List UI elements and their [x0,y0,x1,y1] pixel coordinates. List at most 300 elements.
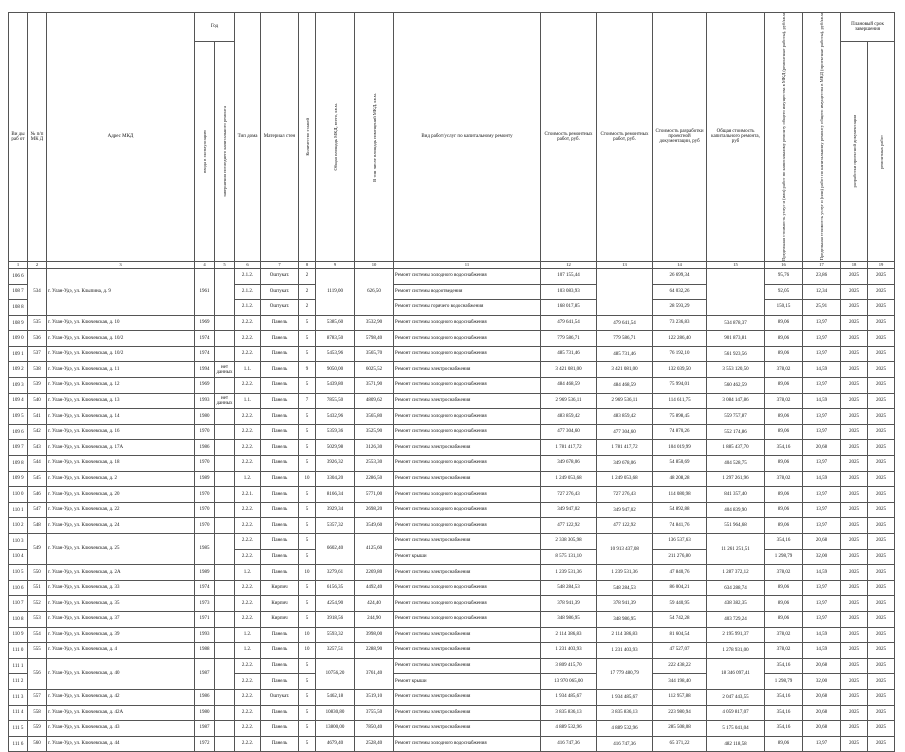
house-number-cell: 555 [28,643,47,659]
cost-design-cell: 28 593,29 [653,300,707,316]
table-row [9,440,895,456]
floors-cell: 5 [299,549,316,565]
cost-repair-cell: 3 421 081,00 [541,362,597,378]
planned-design-cell: 2025 [841,362,868,378]
work-type-cell: Ремонт крыши [394,674,541,690]
limit-repair-cell: 89,06 [765,424,803,440]
work-type-cell: Ремонт системы электроснабжения [394,705,541,721]
vid-cell: 109 2 [9,362,28,378]
total-area-cell: 5029,98 [316,440,355,456]
floors-cell: 5 [299,440,316,456]
floors-cell: 5 [299,487,316,503]
year-commission-cell: 1985 [195,534,215,565]
planned-repair-cell: 2025 [868,643,895,659]
year-commission-cell: 1986 [195,689,215,705]
year-commission-cell: 1974 [195,580,215,596]
floors-cell: 5 [299,518,316,534]
living-area-label: В том числе площадь помещений МКД, кв.м. [371,92,377,182]
cost-repair-cell: 13 970 065,00 [541,674,597,690]
house-type-cell: 2.2.2. [235,611,261,627]
limit-repair-cell: 89,06 [765,409,803,425]
cost-repair-sum-cell: 727 276,43 [597,487,653,503]
year-commission-cell: 1987 [195,658,215,689]
house-number-cell: 557 [28,689,47,705]
wall-material-cell: Панель [261,440,299,456]
cost-repair-sum-cell: 349 678,06 [597,456,653,472]
limit-repair-cell: 89,06 [765,580,803,596]
planned-design-cell: 2025 [841,471,868,487]
cost-repair-sum-cell: 1 239 531,36 [597,565,653,581]
house-number-cell: 551 [28,580,47,596]
table-row [9,378,895,394]
address-cell: г. Улан-Удэ, ул. Ключевская, д. 10/2 [47,331,195,347]
house-number-cell: 542 [28,424,47,440]
house-number-cell: 545 [28,471,47,487]
address-cell: г. Улан-Удэ, ул. Ключевская, д. 4 [47,643,195,659]
year-last-repair-cell [215,721,235,737]
floors-cell: 9 [299,362,316,378]
limit-repair-cell: 378,02 [765,565,803,581]
house-type-cell: 2.2.2. [235,736,261,752]
limit-design-cell: 13,97 [803,346,841,362]
house-type-cell: 2.2.2. [235,580,261,596]
address-cell: г. Улан-Удэ, ул. Ключевская, д. 22 [47,502,195,518]
limit-repair-cell: 1 298,79 [765,674,803,690]
cost-repair-cell: 3 835 836,13 [541,705,597,721]
vid-cell: 111 2 [9,674,28,690]
cost-design-cell: 86 004,21 [653,580,707,596]
year-last-repair-cell: нет данных [215,393,235,409]
vid-cell: 109 7 [9,440,28,456]
floors-cell: 5 [299,346,316,362]
planned-repair-cell: 2025 [868,596,895,612]
planned-repair-cell: 2025 [868,549,895,565]
total-area-cell: 4254,90 [316,596,355,612]
vid-cell: 106 6 [9,268,28,284]
table-row [9,658,895,674]
limit-repair-cell: 89,06 [765,331,803,347]
limit-design-cell: 13,97 [803,487,841,503]
total-area-cell: 5453,96 [316,346,355,362]
total-area-cell: 3279,61 [316,565,355,581]
col-planned-header: Плановый срок завершения [841,13,895,42]
work-type-cell: Ремонт системы холодного водоснабжения [394,487,541,503]
table-row [9,721,895,737]
document-sheet [8,12,894,752]
col-limit-repair-header [765,13,803,262]
house-type-cell: 2.2.2. [235,346,261,362]
planned-design-cell: 2025 [841,721,868,737]
table-row [9,534,895,550]
floors-cell: 10 [299,643,316,659]
vid-cell: 111 3 [9,689,28,705]
vid-cell: 109 8 [9,456,28,472]
cost-design-cell: 65 371,22 [653,736,707,752]
living-area-cell: 2698,20 [355,502,394,518]
vid-cell: 110 2 [9,518,28,534]
cost-repair-sum-cell: 483 859,42 [597,409,653,425]
address-cell: г. Улан-Удэ, ул. Ключевская, д. 14 [47,409,195,425]
column-number-cell: 4 [195,261,215,268]
planned-repair-cell: 2025 [868,440,895,456]
cost-design-cell: 54 742,28 [653,611,707,627]
planned-design-cell: 2025 [841,549,868,565]
year-last-repair-cell [215,456,235,472]
limit-design-cell: 13,97 [803,518,841,534]
cost-design-cell: 47 527,07 [653,643,707,659]
cost-total-cell: 1 885 437,70 [707,440,765,456]
cost-repair-cell: 1 781 417,72 [541,440,597,456]
address-cell: г. Улан-Удэ, ул. Ключевская, д. 25 [47,534,195,565]
wall-material-cell: Панель [261,456,299,472]
year-commission-cell: 1973 [195,596,215,612]
cost-total-cell: 1 287 372,12 [707,565,765,581]
cost-repair-sum-cell: 1 249 053,68 [597,471,653,487]
year-commission-cell: 1989 [195,565,215,581]
planned-repair-cell: 2025 [868,565,895,581]
cost-repair-sum-cell: 484 468,59 [597,378,653,394]
cost-design-cell: 75 898,45 [653,409,707,425]
vid-cell: 110 7 [9,596,28,612]
living-area-cell: 3532,90 [355,315,394,331]
vid-cell: 109 6 [9,424,28,440]
total-area-cell: 8166,34 [316,487,355,503]
col-living-area-header [355,13,394,262]
vid-cell: 110 3 [9,534,28,550]
year-commission-cell: 1974 [195,346,215,362]
cost-total-cell: 438 382,35 [707,596,765,612]
table-row [9,736,895,752]
planned-design-cell: 2025 [841,409,868,425]
living-area-cell: 3525,90 [355,424,394,440]
planned-design-cell: 2025 [841,346,868,362]
wall-material-cell: Панель [261,736,299,752]
col-cost-total-header: Общая стоимость капитального ремонта, руб [707,13,765,262]
cost-design-cell: 47 840,76 [653,565,707,581]
work-type-cell: Ремонт системы электроснабжения [394,565,541,581]
col-num-header: № п/п МК Д [28,13,47,262]
year-commission-cell: 1987 [195,721,215,737]
cost-design-cell: 104 019,99 [653,440,707,456]
planned-repair-cell: 2025 [868,705,895,721]
cost-total-cell: 559 757,87 [707,409,765,425]
planned-design-cell: 2025 [841,736,868,752]
limit-repair-cell: 378,02 [765,627,803,643]
work-type-cell: Ремонт системы холодного водоснабжения [394,268,541,284]
cost-repair-sum-cell: 17 779 480,79 [597,658,653,689]
planned-design-cell: 2025 [841,502,868,518]
table-row [9,611,895,627]
total-area-cell: 1119,00 [316,268,355,315]
table-row [9,424,895,440]
col-cost-repair2-header: Стоимость ремонтных работ, руб. [597,13,653,262]
total-area-cell: 5357,32 [316,518,355,534]
table-row [9,268,895,284]
planned-design-cell: 2025 [841,284,868,300]
year-commission-cell: 1961 [195,268,215,315]
cost-design-cell: 112 957,88 [653,689,707,705]
cost-total-cell: 634 288,74 [707,580,765,596]
cost-design-cell: 48 208,28 [653,471,707,487]
column-number-cell: 6 [235,261,261,268]
col-year-header: Год [195,13,235,42]
house-type-cell: 2.2.2. [235,440,261,456]
house-type-cell: 2.2.2. [235,409,261,425]
cost-repair-sum-cell: 349 947,02 [597,502,653,518]
cost-repair-sum-cell: 3 835 836,13 [597,705,653,721]
address-cell: г. Улан-Удэ, ул. Ключевская, д. 24 [47,518,195,534]
limit-repair-cell: 354,16 [765,658,803,674]
address-cell: г. Улан-Удэ, ул. Ключевская, д. 11 [47,362,195,378]
limit-repair-cell: 354,16 [765,721,803,737]
limit-design-cell: 14,59 [803,565,841,581]
year-last-repair-cell [215,409,235,425]
wall-material-cell: Кирпич [261,596,299,612]
cost-design-cell: 222 438,22 [653,658,707,674]
limit-design-cell: 13,97 [803,456,841,472]
column-number-cell: 11 [394,261,541,268]
living-area-cell: 2553,30 [355,456,394,472]
cost-total-cell: 901 873,81 [707,331,765,347]
planned-design-cell: 2025 [841,596,868,612]
floors-cell: 5 [299,502,316,518]
column-number-cell: 9 [316,261,355,268]
cost-repair-sum-cell: 348 986,95 [597,611,653,627]
living-area-cell: 3761,40 [355,658,394,689]
cost-total-cell: 4 059 817,07 [707,705,765,721]
total-area-cell: 3926,32 [316,456,355,472]
limit-design-label: Предельная стоимость услуг и (или) работ по капитальному ремонту общего имущества в МКД (проектные работы), руб/кв.м [819,13,825,261]
limit-design-cell: 20,68 [803,689,841,705]
year-commission-label: ввода в эксплуатацию [202,130,207,173]
limit-repair-cell: 92,05 [765,284,803,300]
wall-material-cell: Панель [261,565,299,581]
address-cell: г. Улан-Удэ, ул. Ключевская, д. 18 [47,456,195,472]
cost-repair-sum-cell: 479 641,54 [597,315,653,331]
living-area-cell: 4492,40 [355,580,394,596]
cost-repair-cell: 2 969 536,11 [541,393,597,409]
floors-cell: 5 [299,658,316,674]
vid-cell: 109 9 [9,471,28,487]
year-last-repair-cell [215,331,235,347]
cost-design-cell: 74 870,26 [653,424,707,440]
cost-repair-sum-cell: 2 114 386,83 [597,627,653,643]
vid-cell: 109 0 [9,331,28,347]
cost-total-cell: 560 462,59 [707,378,765,394]
cost-repair-cell: 1 249 053,68 [541,471,597,487]
column-number-cell: 14 [653,261,707,268]
planned-design-cell: 2025 [841,331,868,347]
living-area-cell: 244,90 [355,611,394,627]
column-number-cell: 13 [597,261,653,268]
address-cell: г. Улан-Удэ, ул. Ключевская, д. 35 [47,596,195,612]
column-number-cell: 17 [803,261,841,268]
cost-repair-cell: 477 304,60 [541,424,597,440]
house-number-cell: 541 [28,409,47,425]
table-row [9,643,895,659]
column-number-cell: 10 [355,261,394,268]
col-limit-design-header [803,13,841,262]
limit-repair-cell: 150,15 [765,300,803,316]
total-area-cell: 5439,80 [316,378,355,394]
house-type-cell: 1.2. [235,471,261,487]
cost-design-cell: 114 611,75 [653,393,707,409]
year-commission-cell: 1974 [195,331,215,347]
planned-design-cell: 2025 [841,487,868,503]
cost-design-cell: 136 537,63 [653,534,707,550]
floors-cell: 5 [299,315,316,331]
cost-design-cell: 344 198,40 [653,674,707,690]
cost-total-cell: 404 839,90 [707,502,765,518]
work-type-cell: Ремонт системы электроснабжения [394,534,541,550]
floors-cell: 5 [299,331,316,347]
planned-design-cell: 2025 [841,518,868,534]
col-house-type-header: Тип дома [235,13,261,262]
wall-material-cell: Оштукат. [261,300,299,316]
year-commission-cell: 1969 [195,315,215,331]
planned-repair-cell: 2025 [868,627,895,643]
cost-repair-sum-cell: 1 231 403,93 [597,643,653,659]
house-type-cell: 1.2. [235,565,261,581]
limit-repair-cell: 378,02 [765,393,803,409]
cost-repair-sum-cell: 4 889 532,96 [597,721,653,737]
limit-design-cell: 14,59 [803,643,841,659]
cost-repair-sum-cell: 477 304,60 [597,424,653,440]
planned-repair-cell: 2025 [868,300,895,316]
address-cell: г. Улан-Удэ, ул. Ключевская, д. 17А [47,440,195,456]
house-number-cell: 548 [28,518,47,534]
living-area-cell: 3549,60 [355,518,394,534]
address-cell: г. Улан-Удэ, ул. Ключевская, д. 37 [47,611,195,627]
wall-material-cell: Панель [261,534,299,550]
house-number-cell: 549 [28,534,47,565]
work-type-cell: Ремонт системы электроснабжения [394,393,541,409]
cost-repair-cell: 779 586,71 [541,331,597,347]
house-type-cell: 2.2.2. [235,658,261,674]
col-year-last-repair-header [215,42,235,262]
planned-design-cell: 2025 [841,674,868,690]
wall-material-cell: Кирпич [261,611,299,627]
cost-repair-cell: 107 155,44 [541,268,597,284]
house-number-cell: 534 [28,268,47,315]
total-area-cell: 10756,20 [316,658,355,689]
house-number-cell: 552 [28,596,47,612]
cost-total-cell: 11 261 251,51 [707,534,765,565]
cost-repair-cell: 548 284,53 [541,580,597,596]
floors-cell: 5 [299,674,316,690]
work-type-cell: Ремонт системы холодного водоснабжения [394,456,541,472]
planned-design-cell: 2025 [841,268,868,284]
year-last-repair-cell [215,611,235,627]
wall-material-cell: Панель [261,518,299,534]
cost-repair-cell: 483 859,42 [541,409,597,425]
floors-cell: 5 [299,409,316,425]
work-type-cell: Ремонт системы электроснабжения [394,721,541,737]
planned-design-cell: 2025 [841,658,868,674]
column-number-cell: 12 [541,261,597,268]
limit-repair-cell: 354,16 [765,705,803,721]
planned-design-cell: 2025 [841,300,868,316]
column-number-cell: 15 [707,261,765,268]
cost-total-cell: 403 729,24 [707,611,765,627]
cost-total-cell: 18 346 097,41 [707,658,765,689]
living-area-cell: 3571,90 [355,378,394,394]
year-last-repair-cell [215,378,235,394]
cost-repair-cell: 3 809 415,70 [541,658,597,674]
cost-design-cell: 114 080,98 [653,487,707,503]
col-work-type-header: Вид работ/услуг по капитальному ремонту [394,13,541,262]
house-number-cell: 556 [28,658,47,689]
column-number-cell: 16 [765,261,803,268]
house-number-cell: 543 [28,440,47,456]
cost-repair-sum-cell: 477 122,92 [597,518,653,534]
planned-design-cell: 2025 [841,705,868,721]
limit-repair-cell: 89,06 [765,487,803,503]
table-row [9,627,895,643]
year-last-repair-cell [215,705,235,721]
table-row [9,689,895,705]
vid-cell: 110 1 [9,502,28,518]
living-area-cell: 2528,40 [355,736,394,752]
limit-design-cell: 32,00 [803,549,841,565]
column-number-cell: 19 [868,261,895,268]
planned-repair-cell: 2025 [868,378,895,394]
table-row [9,393,895,409]
total-area-cell: 5385,60 [316,315,355,331]
limit-design-cell: 14,59 [803,627,841,643]
total-area-cell: 7855,50 [316,393,355,409]
house-type-cell: 1.1. [235,362,261,378]
table-row [9,346,895,362]
column-number-cell: 2 [28,261,47,268]
cost-repair-cell: 1 934 485,67 [541,689,597,705]
cost-design-cell: 122 286,40 [653,331,707,347]
limit-design-cell: 12,34 [803,284,841,300]
limit-repair-cell: 354,16 [765,440,803,456]
wall-material-cell: Панель [261,643,299,659]
year-last-repair-label: завершения последнего капитального ремонта [222,106,227,198]
cost-total-cell: 1 278 931,00 [707,643,765,659]
planned-design-cell: 2025 [841,627,868,643]
floors-cell: 5 [299,424,316,440]
work-type-cell: Ремонт системы холодного водоснабжения [394,518,541,534]
cost-repair-sum-cell: 779 586,71 [597,331,653,347]
planned-repair-cell: 2025 [868,611,895,627]
work-type-cell: Ремонт системы горячего водоснабжения [394,300,541,316]
work-type-cell: Ремонт системы электроснабжения [394,440,541,456]
house-type-cell: 2.2.2. [235,689,261,705]
year-commission-cell: 1970 [195,424,215,440]
address-cell: г. Улан-Удэ, ул. Ключевская, д. 40 [47,658,195,689]
cost-repair-cell: 484 468,59 [541,378,597,394]
vid-cell: 111 6 [9,736,28,752]
year-last-repair-cell [215,534,235,565]
wall-material-cell: Панель [261,471,299,487]
limit-repair-cell: 89,06 [765,736,803,752]
house-type-cell: 1.1. [235,393,261,409]
floors-cell: 2 [299,300,316,316]
cost-repair-cell: 378 941,39 [541,596,597,612]
limit-design-cell: 13,97 [803,611,841,627]
total-area-cell: 3257,51 [316,643,355,659]
column-number-cell: 8 [299,261,316,268]
cost-repair-cell: 349 678,06 [541,456,597,472]
wall-material-cell: Кирпич [261,580,299,596]
cost-repair-cell: 416 747,36 [541,736,597,752]
year-last-repair-cell [215,596,235,612]
column-number-cell: 1 [9,261,28,268]
col-cost-design-header: Стоимость разработки проектной документации, руб [653,13,707,262]
